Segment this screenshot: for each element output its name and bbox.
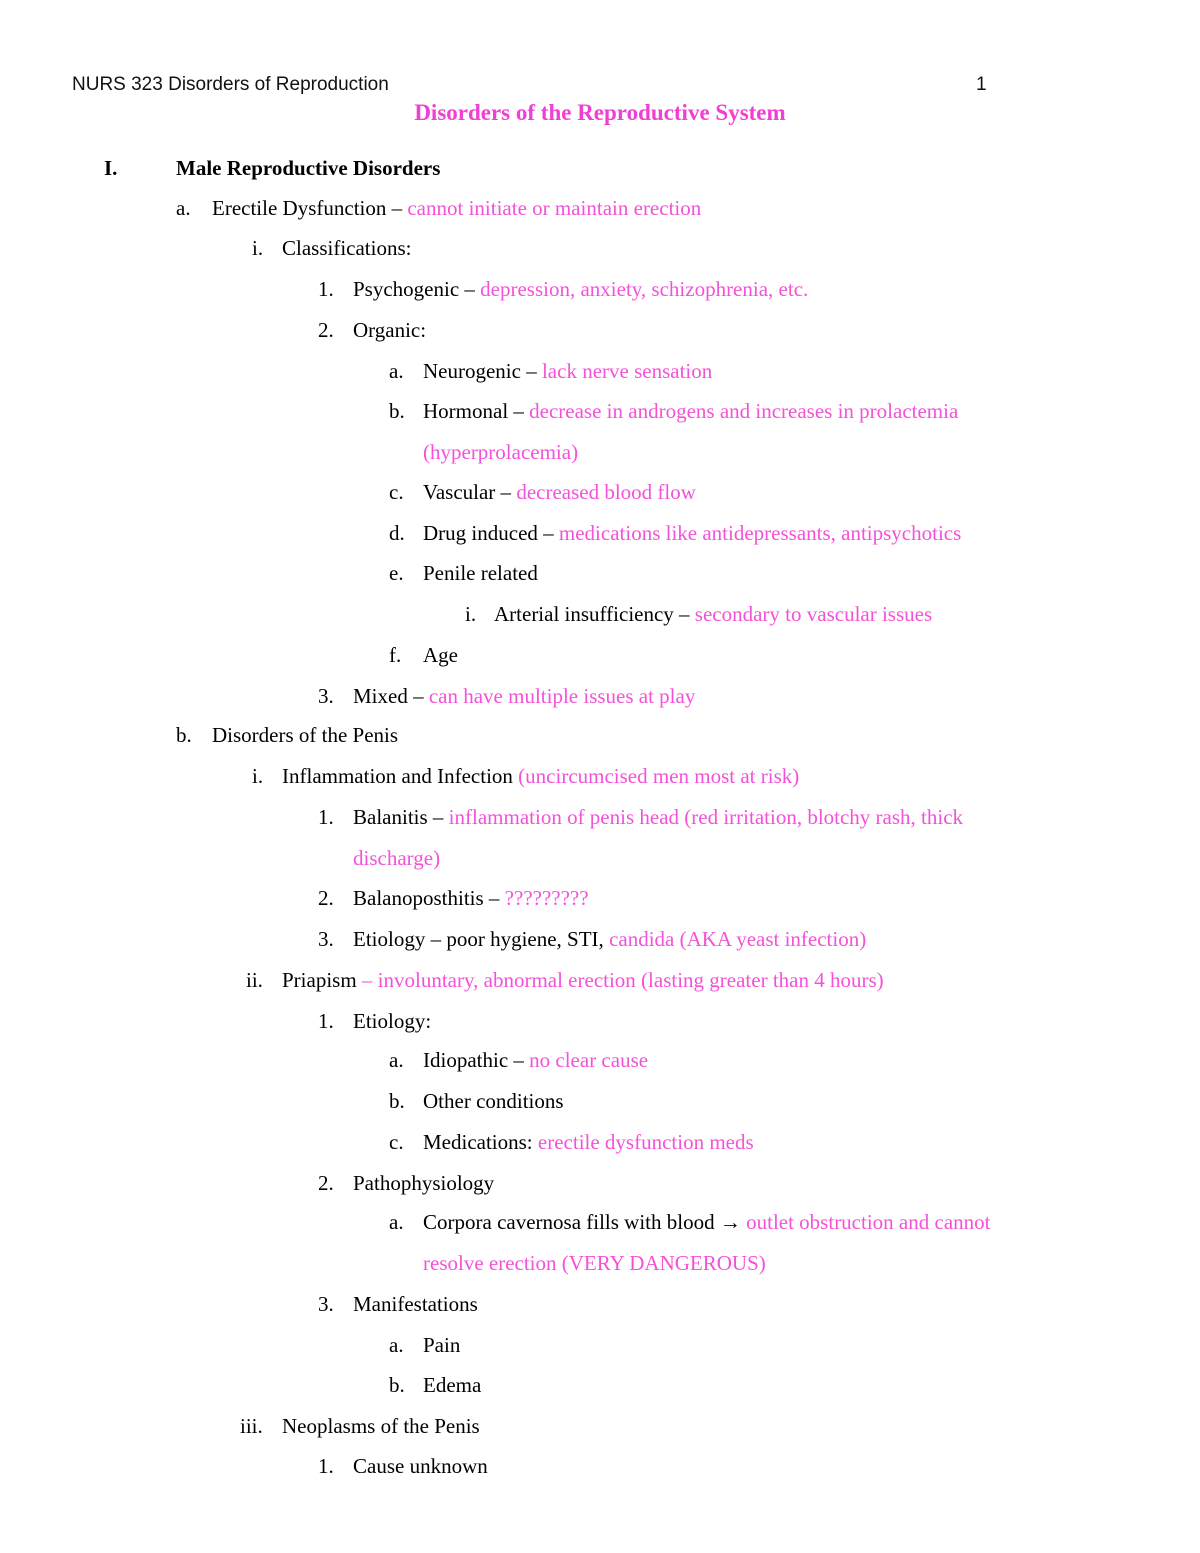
outline-note: (hyperprolacemia) [423,440,579,464]
outline-item [389,519,405,547]
outline-text: Psychogenic – [353,277,481,301]
outline-item [389,1371,405,1399]
outline-marker: 3. [318,684,334,708]
outline-marker: 1. [318,1454,334,1478]
outline-text: Balanoposthitis – [353,886,505,910]
outline-item [465,600,476,628]
outline-marker: ii. [246,968,263,992]
outline-text: Other conditions [423,1089,564,1113]
outline-item [423,1371,481,1399]
outline-marker: e. [389,561,404,585]
outline-item [423,478,696,506]
outline-item [318,316,334,344]
outline-text: Pain [423,1333,461,1357]
outline-item [353,1290,478,1318]
outline-marker: 1. [318,1009,334,1033]
outline-marker: 2. [318,1171,334,1195]
outline-item [353,1007,431,1035]
outline-note: candida (AKA yeast infection) [609,927,867,951]
outline-marker: f. [389,643,402,667]
outline-note: resolve erection (VERY DANGEROUS) [423,1251,766,1275]
header-page-number: 1 [976,74,987,95]
outline-text: Etiology – poor hygiene, STI, [353,927,610,951]
outline-marker: 3. [318,1292,334,1316]
outline-item [353,925,866,953]
outline-note: ????????? [504,886,589,910]
outline-item [212,721,398,749]
outline-text: Neoplasms of the Penis [282,1414,480,1438]
outline-text: Classifications: [282,236,412,260]
outline-text: Organic: [353,318,427,342]
outline-text: Medications: [423,1130,538,1154]
outline-item [353,682,695,710]
outline-item [423,438,578,466]
outline-item [318,1007,334,1035]
outline-item [423,519,961,547]
outline-text: Cause unknown [353,1454,488,1478]
outline-item [423,1087,564,1115]
outline-marker: a. [176,196,191,220]
outline-item [252,234,263,262]
outline-text: Etiology: [353,1009,432,1033]
outline-note: secondary to vascular issues [694,602,933,626]
outline-item [389,357,404,385]
outline-text: Hormonal – [423,399,530,423]
outline-item [389,1208,404,1236]
document-title: Disorders of the Reproductive System [414,100,786,125]
outline-note: lack nerve sensation [541,359,713,383]
outline-item [212,194,701,222]
outline-item [389,397,405,425]
outline-item [389,641,401,669]
outline-item [318,1452,334,1480]
outline-text: Balanitis – [353,805,449,829]
outline-item [389,559,404,587]
outline-item [353,275,808,303]
outline-item [176,194,191,222]
outline-item [318,1290,334,1318]
outline-note: can have multiple issues at play [428,684,696,708]
outline-note: discharge) [353,846,441,870]
outline-item [423,1208,990,1236]
header-course: NURS 323 Disorders of Reproduction [72,74,389,95]
outline-marker: 2. [318,318,334,342]
outline-note: – involuntary, abnormal erection (lasting greater than 4 hours) [361,968,884,992]
outline-marker: i. [465,602,477,626]
outline-note: decrease in androgens and increases in prolactemia [529,399,959,423]
outline-text: Erectile Dysfunction – [212,196,408,220]
outline-item [423,357,712,385]
outline-item [176,721,192,749]
outline-text: Disorders of the Penis [212,723,399,747]
outline-item [240,1412,263,1440]
outline-text: Idiopathic – [423,1048,530,1072]
outline-item [389,1046,404,1074]
outline-item [246,966,263,994]
outline-marker: 2. [318,886,334,910]
outline-marker: b. [176,723,192,747]
outline-marker: a. [389,1333,404,1357]
outline-text: Corpora cavernosa fills with blood → [423,1210,747,1234]
outline-note: outlet obstruction and cannot [746,1210,991,1234]
outline-text: Male Reproductive Disorders [176,156,441,180]
outline-marker: 3. [318,927,334,951]
outline-marker: d. [389,521,405,545]
outline-text: Priapism [282,968,362,992]
outline-marker: i. [252,236,264,260]
outline-note: cannot initiate or maintain erection [407,196,702,220]
outline-marker: I. [104,156,118,180]
outline-item [389,478,404,506]
outline-item [423,397,958,425]
outline-item [353,884,589,912]
outline-note: decreased blood flow [516,480,696,504]
outline-text: Inflammation and Infection [282,764,519,788]
outline-note: erectile dysfunction meds [537,1130,754,1154]
outline-marker: b. [389,399,405,423]
outline-text: Vascular – [423,480,517,504]
outline-item [282,966,884,994]
outline-item [389,1331,404,1359]
outline-marker: c. [389,1130,404,1154]
outline-item [318,884,334,912]
outline-item [318,925,334,953]
outline-item [423,641,458,669]
outline-text: Pathophysiology [353,1171,495,1195]
outline-marker: c. [389,480,404,504]
outline-item [494,600,932,628]
outline-item [389,1087,405,1115]
outline-item [252,762,263,790]
outline-text: Arterial insufficiency – [494,602,695,626]
outline-item [318,682,334,710]
outline-marker: b. [389,1373,405,1397]
outline-item [423,559,538,587]
outline-note: inflammation of penis head (red irritation, blotchy rash, thick [448,805,964,829]
outline-item [318,275,334,303]
outline-text: Manifestations [353,1292,478,1316]
outline-item [282,762,799,790]
outline-item [423,1331,460,1359]
outline-item [282,234,412,262]
outline-note: depression, anxiety, schizophrenia, etc. [480,277,809,301]
outline-text: Penile related [423,561,538,585]
outline-text: Age [423,643,458,667]
outline-marker: a. [389,359,404,383]
outline-item [423,1128,754,1156]
outline-text: Edema [423,1373,482,1397]
outline-item [353,1169,494,1197]
outline-note: medications like antidepressants, antipsychotics [558,521,962,545]
outline-marker: b. [389,1089,405,1113]
outline-item [353,844,440,872]
outline-text: Neurogenic – [423,359,542,383]
outline-item [423,1249,766,1277]
outline-marker: iii. [240,1414,263,1438]
outline-marker: 1. [318,277,334,301]
outline-marker: 1. [318,805,334,829]
outline-marker: a. [389,1210,404,1234]
outline-item [353,1452,488,1480]
outline-item [353,803,963,831]
outline-item [318,1169,334,1197]
outline-text: Mixed – [353,684,429,708]
outline-item [282,1412,480,1440]
outline-item [389,1128,404,1156]
outline-item [318,803,334,831]
outline-note: no clear cause [529,1048,649,1072]
outline-note: (uncircumcised men most at risk) [518,764,800,788]
outline-text: Drug induced – [423,521,559,545]
outline-marker: i. [252,764,264,788]
outline-item [423,1046,648,1074]
outline-item [353,316,426,344]
outline-marker: a. [389,1048,404,1072]
